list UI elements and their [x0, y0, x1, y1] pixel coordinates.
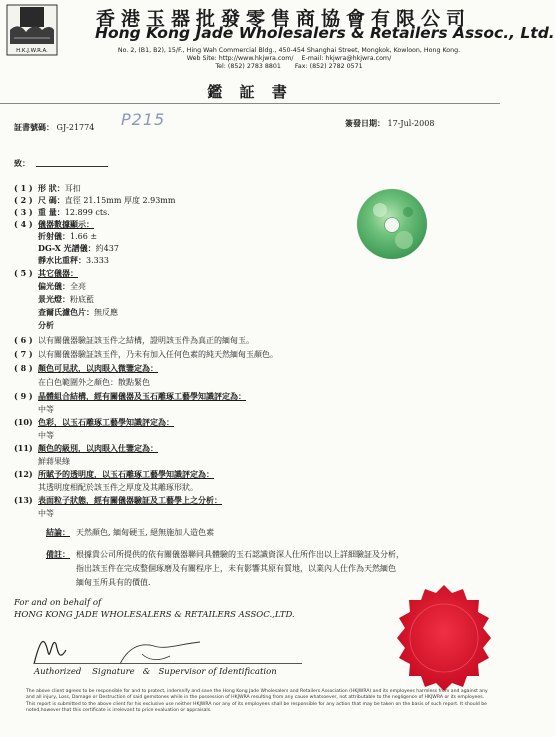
item-12-value: 其透明度相配於該玉件之厚度及其雕琢形狀。 — [38, 483, 198, 492]
item-1-label: 形 狀： — [38, 183, 65, 193]
chelsea-filter-label: 查爾氏濾色片： — [38, 307, 94, 317]
supervisor-text: Supervisor of Identification — [158, 667, 277, 677]
spectroscope — [38, 243, 119, 254]
on-behalf-text: For and on behalf of — [14, 598, 102, 608]
polariscope-value: 全亮 — [70, 282, 86, 291]
item-9-number: ( 9 ) — [14, 391, 33, 401]
item-8-value: 在白色範圍外之顏色：散點緊色 — [38, 378, 150, 387]
item-1 — [38, 183, 81, 194]
contact-web-email — [100, 55, 478, 62]
company-name: HONG KONG JADE WHOLESALERS & RETAILERS ASSOC.,LTD. — [14, 610, 295, 620]
item-11-label: 顏色的級別，以肉眼入仕鑒定為： — [38, 443, 158, 453]
issue-date-label: 簽發日期： — [345, 118, 385, 128]
website: Web Site: http://www.hkjwra.com/ — [186, 55, 294, 62]
contact-phone — [100, 63, 478, 70]
certificate-number-value: GJ-21774 — [56, 123, 95, 132]
item-13-value: 中等 — [38, 509, 54, 518]
association-logo — [6, 4, 58, 56]
item-4-label: 儀器數據顯示： — [38, 219, 94, 229]
item-3-label: 重 量： — [38, 207, 65, 217]
association-address: No. 2, (B1, B2), 15/F., Hing Wah Commercial Bldg., 450-454 Shanghai Street, Mongkok, Kowloon, Hong Kong. — [117, 47, 461, 54]
association-name-english: Hong Kong Jade Wholesalers & Retailers Assoc., Ltd. — [95, 24, 555, 42]
email: E-mail: hkjwra@hkjwra.com/ — [301, 55, 392, 62]
item-8-number: ( 8 ) — [14, 363, 33, 373]
remark-label: 備註： — [46, 549, 70, 559]
issue-date — [345, 118, 434, 129]
addressee — [14, 158, 30, 169]
header-divider — [0, 103, 500, 104]
item-2 — [38, 195, 175, 206]
item-3 — [38, 207, 110, 218]
jade-photo — [342, 174, 442, 274]
certificate-number-label: 証書號碼： — [14, 122, 54, 132]
item-9-label: 晶體組合結構，經有關儀器及玉石雕琢工藝學知識評定為： — [38, 391, 246, 401]
item-12-label: 所賦予的透明度，以玉石雕琢工藝學知識評定為： — [38, 469, 214, 479]
item-13-label: 表面粒子狀態，經有關儀器驗証及工藝學上之分析： — [38, 495, 222, 505]
disclaimer: The above client agrees to be responsible for and to protect, indemnify and save the Hong Kong Jade Wholesalers and Retailers Association (HKJWRA) and its employees harmless from and against any and all injury, Loss, Damage or Destruction of said gemstones while in the possession of HKJWRA resulting from any cause whatsoever, not attributable to the negligence of HKJWRA or its employees. This report is submitted to the above client for his exclusive use neither HKJWRA nor any of its employees shall be responsible for any action that may be taken on the basis of such report. It should be noted,however that this certificate is irrelevant to price evaluation or appraisals. — [26, 689, 488, 714]
ampersand: & — [142, 667, 151, 677]
issue-date-value: 17-Jul-2008 — [387, 119, 435, 128]
certificate-title: 鑑 証 書 — [207, 83, 293, 101]
remark-line-1: 根據貴公司所提供的依有關儀器聯同具體驗的玉石認識資深人仕所作出以上詳細驗証及分析， — [76, 550, 404, 559]
red-seal — [388, 583, 500, 693]
item-1-number: ( 1 ) — [14, 183, 33, 193]
uv-lamp-value: 粉底藍 — [70, 295, 94, 304]
item-1-value: 耳扣 — [64, 184, 81, 193]
item-4-number: ( 4 ) — [14, 219, 33, 229]
item-10-value: 中等 — [38, 431, 54, 440]
fax: Fax: (852) 2782 0571 — [294, 63, 363, 70]
remark-line-2: 指出該玉件在完成整個琢磨及有關程序上，未有影響其原有質地，以業內人仕作為天然緬色 — [76, 564, 396, 573]
remark-line-3: 緬甸玉所具有的價值. — [76, 578, 151, 587]
spectroscope-label: DG-X 光譜儀： — [38, 243, 96, 253]
item-12-number: (12) — [14, 469, 33, 479]
authorized-text: Authorized — [34, 667, 82, 677]
item-10-number: (10) — [14, 417, 33, 427]
handwritten-code: P215 — [121, 110, 166, 129]
specific-gravity-label: 靜水比重秤： — [38, 255, 86, 265]
addressee-line — [36, 166, 108, 167]
item-5-label: 其它儀器： — [38, 268, 78, 278]
spectroscope-value: 約437 — [95, 244, 119, 253]
item-2-number: ( 2 ) — [14, 195, 33, 205]
item-9-value: 中等 — [38, 405, 54, 414]
item-3-value: 12.899 cts. — [64, 208, 110, 217]
refractometer-label: 折射儀： — [38, 231, 70, 241]
signature-text: Signature — [92, 667, 135, 677]
item-7-number: ( 7 ) — [14, 349, 33, 359]
jade-center-hole — [385, 218, 400, 233]
specific-gravity — [38, 255, 109, 266]
refractometer-value: 1.66 ± — [70, 232, 98, 241]
signatures — [30, 630, 270, 670]
signature-line — [34, 663, 302, 664]
item-6-number: ( 6 ) — [14, 335, 33, 345]
item-13-number: (13) — [14, 495, 33, 505]
certificate-number — [14, 122, 94, 133]
polariscope — [38, 281, 86, 292]
chelsea-filter-value: 無反應 — [94, 308, 118, 317]
item-2-value: 直徑 21.15mm 厚度 2.93mm — [64, 196, 176, 205]
analysis-heading: 分析 — [38, 320, 54, 330]
conclusion-value: 天然顏色, 緬甸硬玉, 絕無施加人造色素 — [76, 528, 215, 537]
item-2-label: 尺 碼： — [38, 195, 65, 205]
uv-lamp-label: 景光燈： — [38, 294, 70, 304]
item-11-number: (11) — [14, 443, 33, 453]
refractometer — [38, 231, 97, 242]
conclusion-label: 結論： — [46, 527, 70, 537]
telephone: Tel: (852) 2783 8801 — [215, 63, 281, 70]
item-8-label: 顏色可見狀，以肉眼入微鑒定為： — [38, 363, 158, 373]
item-5-number: ( 5 ) — [14, 268, 33, 278]
chelsea-filter — [38, 307, 118, 318]
specific-gravity-value: 3.333 — [86, 256, 109, 265]
association-name-chinese: 香港玉器批發零售商協會有限公司 — [96, 8, 472, 30]
addressee-label: 致： — [14, 158, 30, 168]
polariscope-label: 偏光儀： — [38, 281, 70, 291]
signature-caption — [34, 667, 277, 677]
item-6-value: 以有關儀器驗証該玉件之結構，證明該玉件為真正的緬甸玉。 — [38, 336, 254, 345]
item-11-value: 鮮蔣果綠 — [38, 457, 70, 466]
logo-text: H.K.J.W.R.A. — [16, 48, 48, 54]
item-7-value: 以有關儀器驗証該玉件，乃未有加入任何色素的純天然緬甸玉顏色。 — [38, 350, 278, 359]
item-10-label: 色彩，以玉石雕琢工藝學知識評定為： — [38, 417, 174, 427]
uv-lamp — [38, 294, 94, 305]
item-3-number: ( 3 ) — [14, 207, 33, 217]
